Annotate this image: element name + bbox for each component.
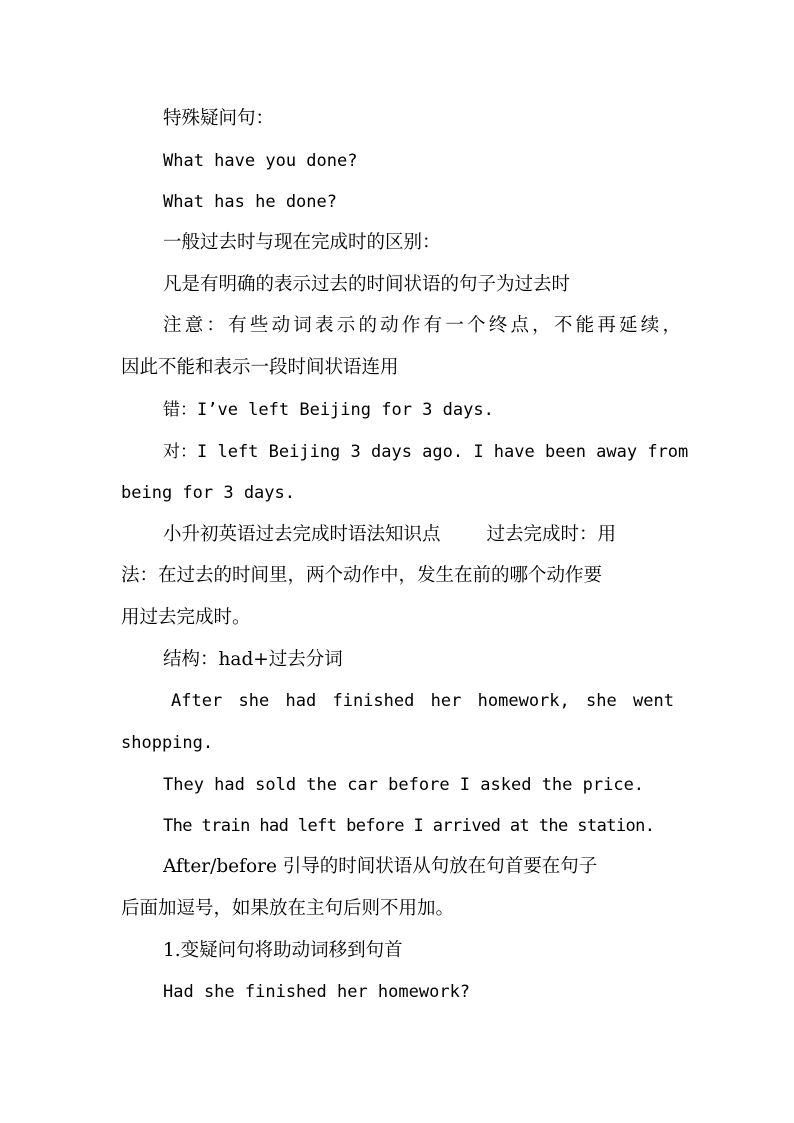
example-sentence: What has he done? bbox=[163, 192, 337, 212]
question-rule: 1.变疑问句将助动词移到句首 bbox=[163, 940, 403, 961]
structure-text: 结构：had+过去分词 bbox=[163, 649, 343, 670]
usage-text-continued: 用过去完成时。 bbox=[121, 607, 251, 628]
example-sentence: They had sold the car before I asked the price. bbox=[163, 775, 645, 795]
question-example: Had she finished her homework? bbox=[163, 982, 471, 1002]
example-sentence: What have you done? bbox=[163, 151, 358, 171]
heading-tense-difference: 一般过去时与现在完成时的区别： bbox=[163, 232, 441, 253]
punctuation-rule: After/before 引导的时间状语从句放在句首要在句子 bbox=[163, 856, 598, 877]
rule-text: 凡是有明确的表示过去的时间状语的句子为过去时 bbox=[163, 274, 571, 295]
example-sentence-continued: shopping. bbox=[121, 733, 214, 753]
example-sentence: The train had left before I arrived at the station. bbox=[163, 816, 655, 836]
example-sentence: After she had finished her homework, she went bbox=[171, 691, 674, 711]
note-text: 注意：有些动词表示的动作有一个终点，不能再延续， bbox=[163, 315, 681, 336]
heading-special-questions: 特殊疑问句： bbox=[163, 108, 275, 129]
note-text-continued: 因此不能和表示一段时间状语连用 bbox=[121, 357, 399, 378]
past-perfect-label: 过去完成时：用 bbox=[486, 524, 617, 545]
usage-text: 法：在过去的时间里，两个动作中，发生在前的哪个动作要 bbox=[121, 565, 603, 586]
correct-example: 对：I left Beijing 3 days ago. I have been away from bbox=[163, 442, 689, 462]
punctuation-rule-continued: 后面加逗号，如果放在主句后则不用加。 bbox=[121, 898, 455, 919]
section-heading bbox=[163, 523, 723, 547]
wrong-example: 错：I’ve left Beijing for 3 days. bbox=[163, 400, 494, 420]
section-title: 小升初英语过去完成时语法知识点 bbox=[163, 524, 441, 545]
correct-example-continued: being for 3 days. bbox=[121, 483, 295, 503]
